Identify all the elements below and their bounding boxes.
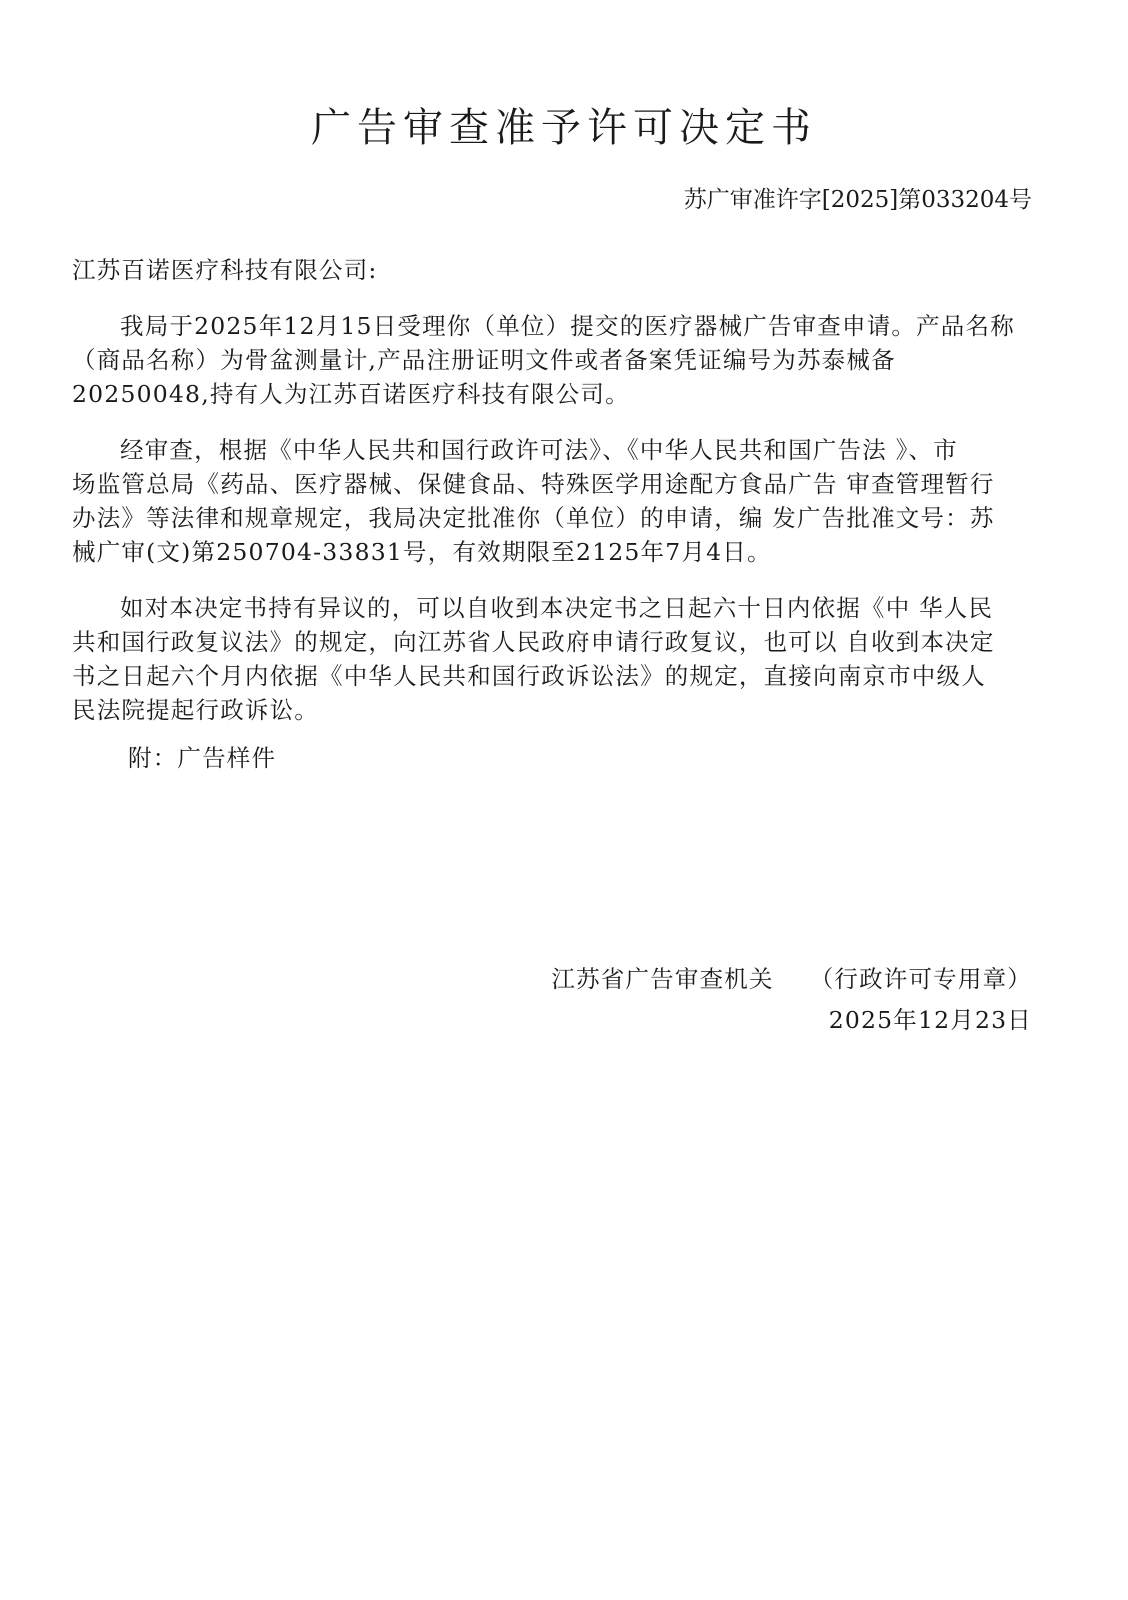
- paragraph-line: 共和国行政复议法》的规定，向江苏省人民政府申请行政复议，也可以 自收到本决定: [72, 628, 995, 656]
- paragraph-line: （商品名称）为骨盆测量计,产品注册证明文件或者备案凭证编号为苏泰械备: [72, 346, 896, 374]
- issuing-authority: 江苏省广告审查机关: [551, 965, 774, 993]
- paragraph-line: 我局于2025年12月15日受理你（单位）提交的医疗器械广告审查申请。产品名称: [120, 312, 1015, 340]
- document-number: 苏广审准许字[2025]第033204号: [683, 187, 1032, 213]
- paragraph-line: 办法》等法律和规章规定，我局决定批准你（单位）的申请，编 发广告批准文号：苏: [72, 504, 995, 532]
- paragraph-line: 如对本决定书持有异议的，可以自收到本决定书之日起六十日内依据《中 华人民: [120, 594, 994, 622]
- paragraph-line: 械广审(文)第250704-33831号，有效期限至2125年7月4日。: [72, 538, 772, 566]
- paragraph-line: 民法院提起行政诉讼。: [72, 696, 319, 724]
- document-title: 广告审查准予许可决定书: [311, 105, 817, 151]
- attachment-note: 附：广告样件: [128, 744, 277, 772]
- paragraph-line: 书之日起六个月内依据《中华人民共和国行政诉讼法》的规定，直接向南京市中级人: [72, 662, 986, 690]
- addressee: 江苏百诺医疗科技有限公司:: [72, 256, 378, 284]
- paragraph-line: 场监管总局《药品、医疗器械、保健食品、特殊医学用途配方食品广告 审查管理暂行: [72, 470, 995, 498]
- paragraph-line: 经审查，根据《中华人民共和国行政许可法》、《中华人民共和国广告法 》、市: [120, 436, 958, 464]
- paragraph-line: 20250048,持有人为江苏百诺医疗科技有限公司。: [72, 380, 630, 408]
- official-seal-note: （行政许可专用章）: [809, 965, 1032, 993]
- signature-authority-line: [551, 962, 1032, 996]
- issue-date: 2025年12月23日: [828, 1006, 1032, 1034]
